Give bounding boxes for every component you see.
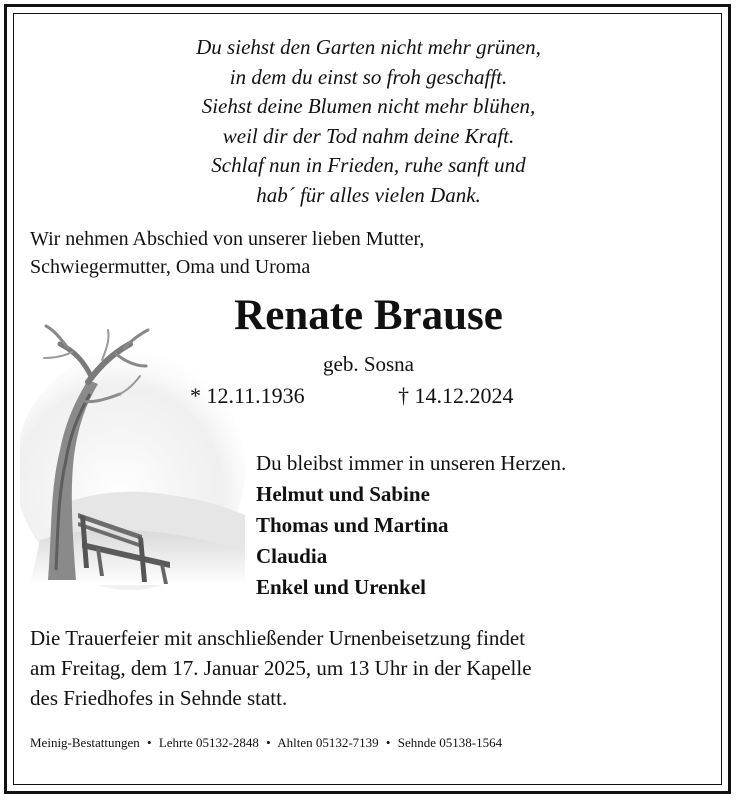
separator: • [147, 735, 152, 750]
separator: • [385, 735, 391, 750]
death-date: † 14.12.2024 [398, 383, 514, 408]
poem [0, 33, 737, 210]
farewell-intro [30, 226, 424, 281]
intro-line: Schwiegermutter, Oma und Uroma [30, 255, 311, 278]
funeral-line: am Freitag, dem 17. Januar 2025, um 13 Uhr in der Kapelle [30, 656, 532, 680]
memorial-motto: Du bleibst immer in unseren Herzen. [256, 451, 567, 475]
mourner-name: Helmut und Sabine [256, 482, 430, 506]
separator: • [266, 735, 271, 750]
poem-line: hab´ für alles vielen Dank. [256, 182, 481, 207]
poem-line: in dem du einst so froh geschafft. [229, 64, 508, 89]
mourner-name: Enkel und Urenkel [256, 575, 426, 599]
intro-line: Wir nehmen Abschied von unserer lieben Mutter, [30, 228, 425, 250]
poem-line: Siehst deine Blumen nicht mehr blühen, [201, 94, 536, 118]
mourner-name: Claudia [256, 544, 328, 568]
mourner-name: Thomas und Martina [256, 513, 449, 537]
birth-name: geb. Sosna [323, 352, 414, 376]
funeral-line: Die Trauerfeier mit anschließender Urnenbeisetzung findet [30, 626, 526, 650]
undertaker-footer [30, 734, 502, 752]
undertaker-location: Sehnde 05138-1564 [397, 735, 503, 750]
deceased-name: Renate Brause [234, 292, 503, 339]
funeral-notice [30, 623, 532, 713]
tree-and-bench-illustration [20, 300, 250, 590]
undertaker-name: Meinig-Bestattungen [30, 735, 140, 750]
funeral-line: des Friedhofes in Sehnde statt. [30, 686, 288, 710]
mourners-block [256, 448, 566, 603]
undertaker-location: Ahlten 05132-7139 [277, 735, 379, 750]
poem-line: Schlaf nun in Frieden, ruhe sanft und [211, 153, 526, 177]
poem-line: weil dir der Tod nahm deine Kraft. [222, 123, 515, 148]
birth-date: * 12.11.1936 [190, 383, 305, 408]
undertaker-location: Lehrte 05132-2848 [158, 735, 259, 750]
poem-line: Du siehst den Garten nicht mehr grünen, [196, 35, 541, 59]
